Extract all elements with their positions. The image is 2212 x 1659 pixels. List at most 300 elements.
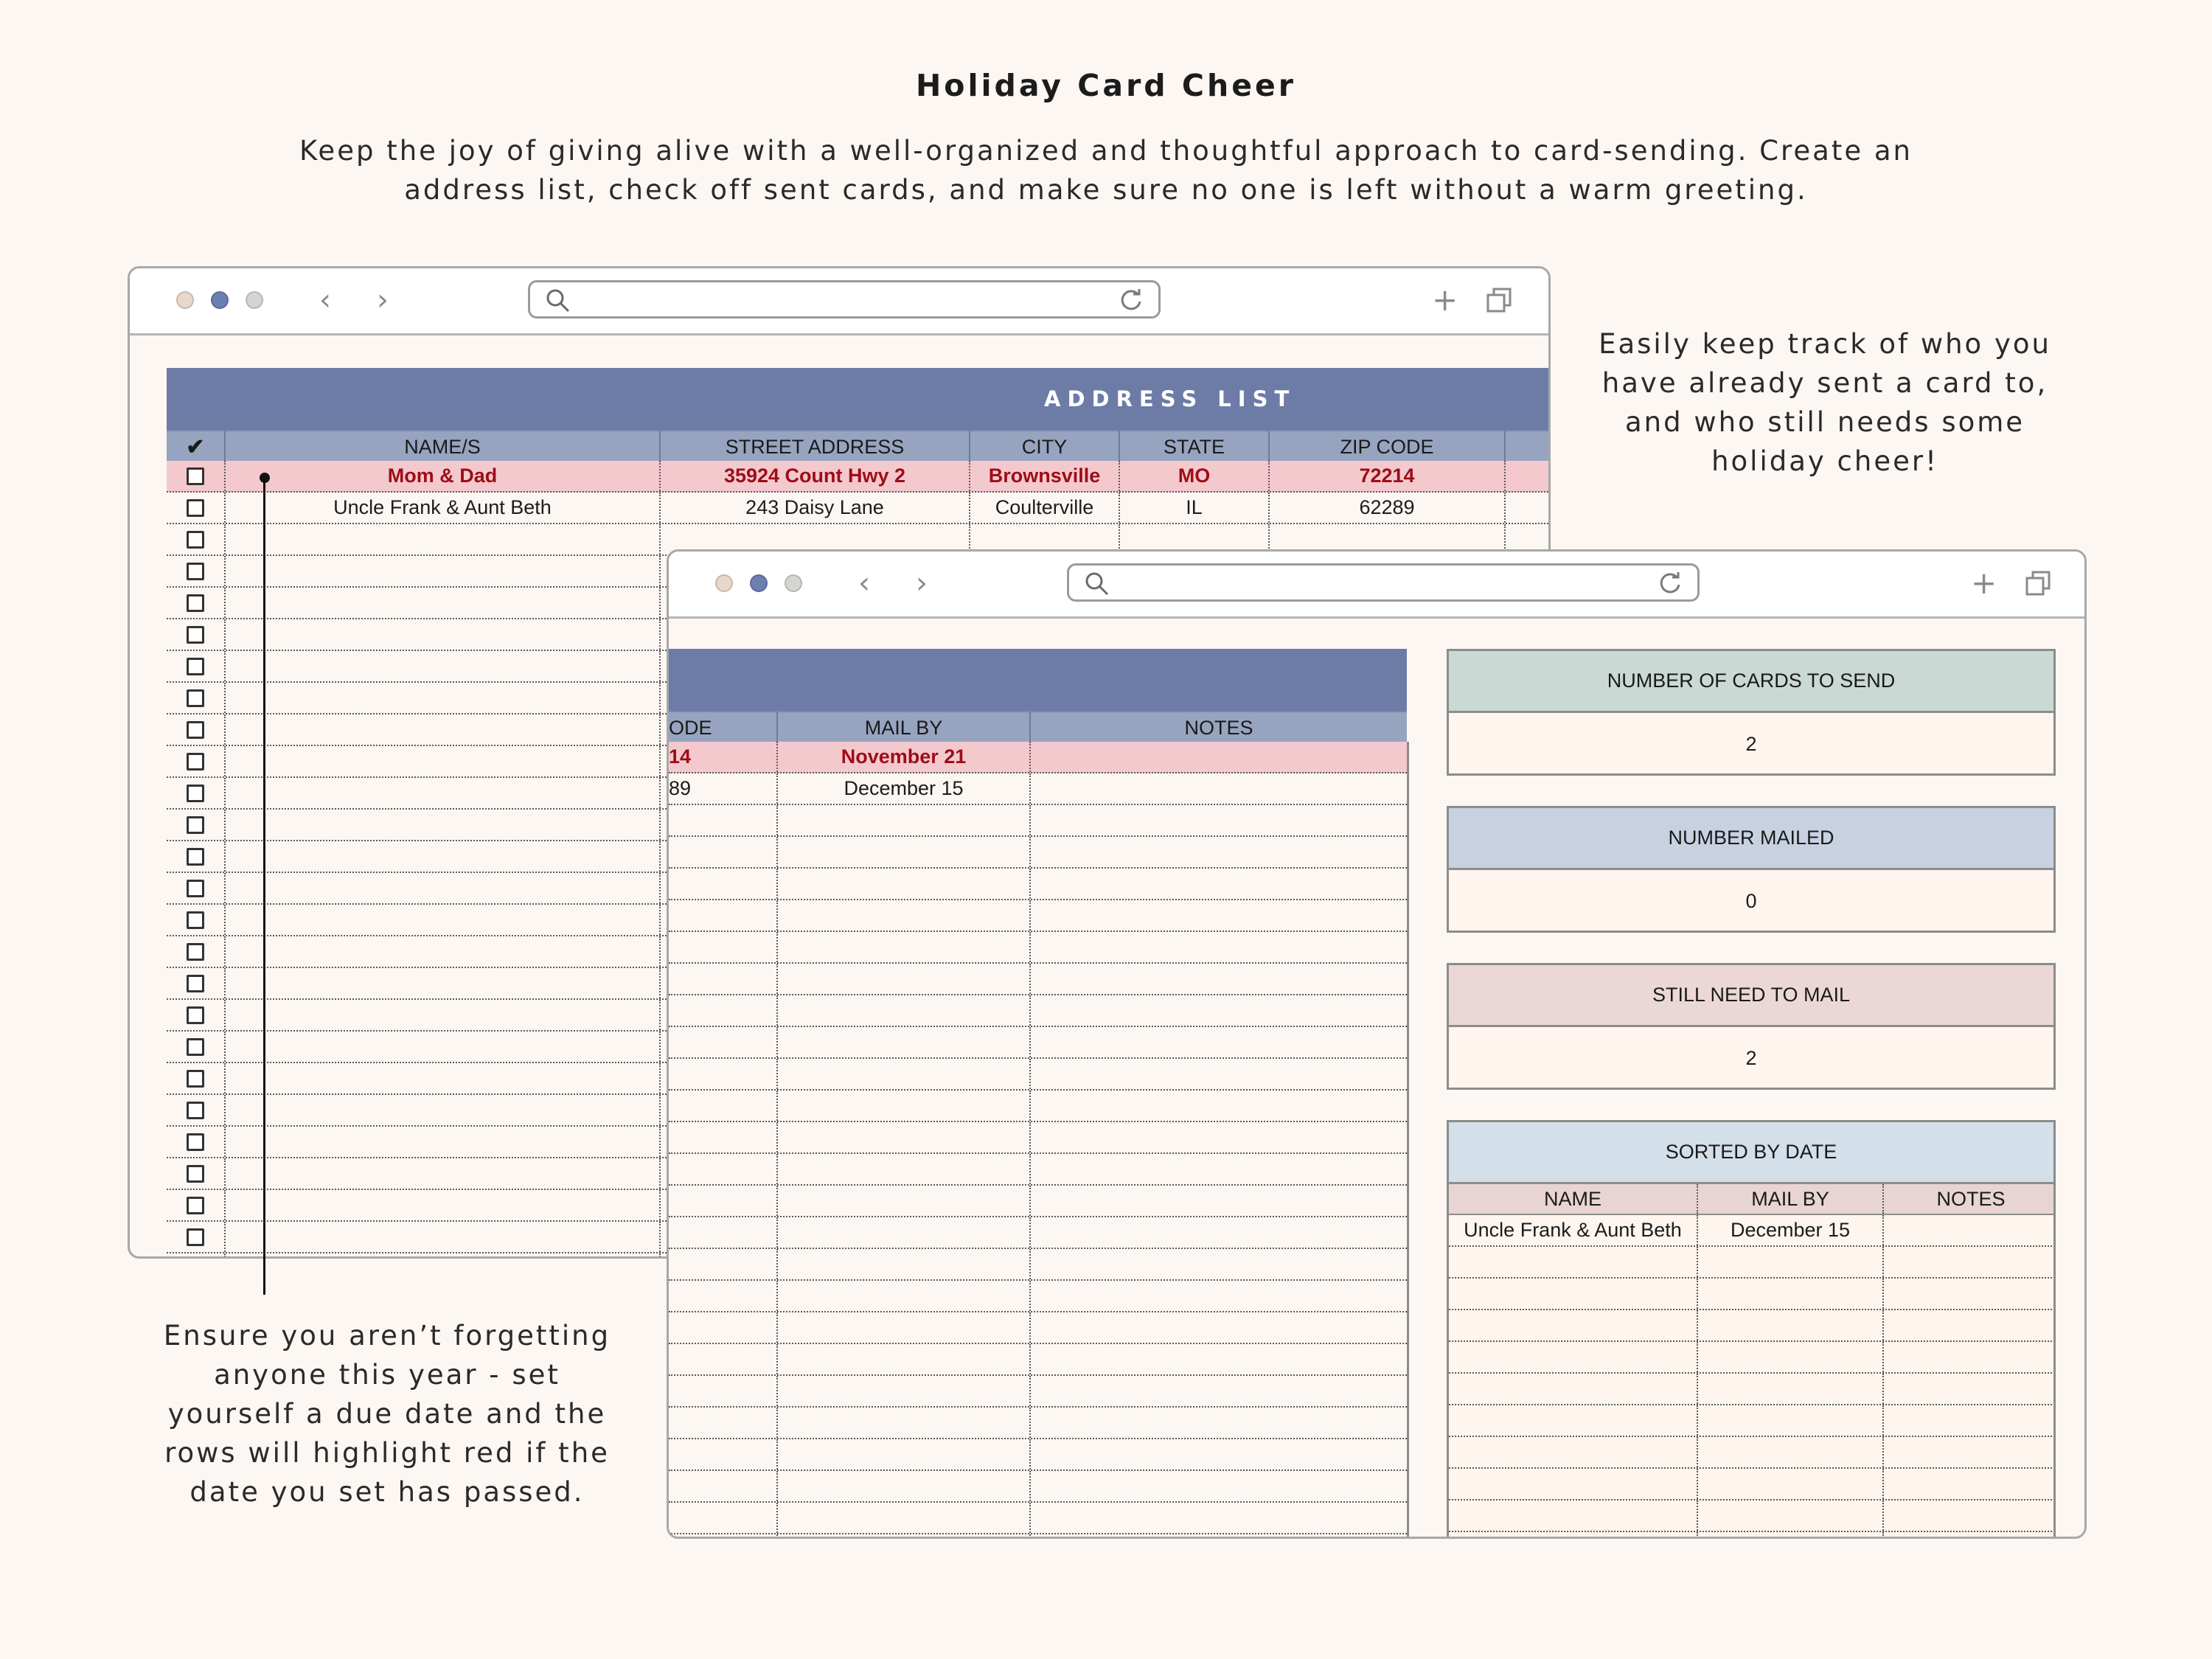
cards-to-send-panel: [1447, 649, 2056, 776]
empty-cell[interactable]: [778, 1344, 1031, 1374]
empty-cell[interactable]: [669, 1281, 778, 1311]
row-checkbox-cell: [167, 1127, 226, 1157]
empty-cell[interactable]: [1698, 1310, 1884, 1340]
row-checkbox[interactable]: [187, 816, 204, 834]
sorted-column-header-name: NAME: [1449, 1184, 1698, 1214]
column-header-zip-partial: ODE: [669, 712, 778, 743]
empty-cell[interactable]: [1031, 1217, 1407, 1248]
row-checkbox-cell: [167, 810, 226, 840]
empty-cell[interactable]: [669, 1091, 778, 1121]
empty-cell[interactable]: [226, 1032, 661, 1062]
sorted-by-date-title: SORTED BY DATE: [1449, 1122, 2053, 1184]
search-icon: [545, 288, 571, 314]
empty-cell[interactable]: [669, 869, 778, 899]
empty-cell[interactable]: [1031, 805, 1407, 835]
empty-cell[interactable]: [226, 1095, 661, 1125]
row-checkbox-cell: [167, 1253, 226, 1257]
cards-to-send-value: 2: [1745, 732, 1757, 755]
table-row: [669, 900, 1407, 932]
empty-cell[interactable]: [1031, 1408, 1407, 1438]
window-close-dot[interactable]: [715, 574, 733, 592]
row-checkbox-cell: [167, 461, 226, 491]
empty-cell[interactable]: [669, 1312, 778, 1343]
table-row: [1449, 1310, 2056, 1342]
empty-cell[interactable]: [226, 1158, 661, 1189]
row-checkbox[interactable]: [187, 1038, 204, 1056]
sorted-body: [1449, 1215, 2056, 1539]
empty-cell[interactable]: [1031, 1122, 1407, 1152]
street-cell[interactable]: 35924 Count Hwy 2: [661, 461, 970, 491]
empty-cell[interactable]: [226, 524, 661, 554]
row-checkbox-cell: [167, 968, 226, 998]
empty-cell[interactable]: [669, 900, 778, 931]
empty-cell[interactable]: [226, 651, 661, 681]
empty-cell[interactable]: [226, 1127, 661, 1157]
row-checkbox[interactable]: [187, 753, 204, 771]
empty-cell[interactable]: [778, 1471, 1031, 1501]
empty-cell[interactable]: [778, 1503, 1031, 1533]
forward-arrow-icon[interactable]: ›: [916, 566, 928, 600]
empty-cell[interactable]: [1698, 1469, 1884, 1499]
empty-cell[interactable]: [1031, 869, 1407, 899]
table-row: [669, 1249, 1407, 1281]
row-checkbox-cell: [167, 1222, 226, 1252]
empty-cell[interactable]: [778, 932, 1031, 962]
empty-cell[interactable]: [778, 869, 1031, 899]
mail-list-body: [669, 742, 1409, 1538]
url-bar[interactable]: [528, 280, 1161, 319]
empty-cell[interactable]: [1031, 1059, 1407, 1089]
page-subtitle: [295, 131, 1917, 209]
empty-cell[interactable]: [778, 1408, 1031, 1438]
search-icon: [1084, 571, 1110, 597]
row-checkbox[interactable]: [187, 785, 204, 802]
empty-cell[interactable]: [1449, 1532, 1698, 1539]
row-checkbox-cell: [167, 683, 226, 713]
row-checkbox-cell: [167, 841, 226, 872]
table-row: [669, 1503, 1407, 1534]
table-row: [669, 805, 1407, 837]
empty-cell[interactable]: [778, 1312, 1031, 1343]
sorted-header-row: [1449, 1184, 2056, 1215]
empty-cell[interactable]: [669, 1534, 778, 1538]
empty-cell[interactable]: [1031, 1154, 1407, 1184]
note-line: have already sent a card to,: [1601, 367, 2048, 399]
number-mailed-panel: [1447, 806, 2056, 933]
row-checkbox-cell: [167, 1095, 226, 1125]
row-checkbox[interactable]: [187, 658, 204, 675]
table-row: [669, 1186, 1407, 1217]
empty-cell[interactable]: [1698, 1374, 1884, 1404]
column-header-street: STREET ADDRESS: [661, 431, 970, 462]
empty-cell[interactable]: [778, 1281, 1031, 1311]
empty-cell[interactable]: [1449, 1342, 1698, 1372]
table-row: [669, 1091, 1407, 1122]
note-line: yourself a due date and the: [167, 1398, 607, 1430]
empty-cell[interactable]: [226, 714, 661, 745]
table-row: [1449, 1469, 2056, 1500]
empty-cell[interactable]: [669, 1122, 778, 1152]
empty-cell[interactable]: [1884, 1310, 2056, 1340]
window-close-dot[interactable]: [176, 291, 194, 309]
tabs-overview-icon[interactable]: [2024, 569, 2053, 599]
row-checkbox[interactable]: [187, 848, 204, 866]
empty-cell[interactable]: [1698, 1437, 1884, 1467]
empty-cell[interactable]: [1031, 1281, 1407, 1311]
empty-cell[interactable]: [1884, 1469, 2056, 1499]
row-checkbox-cell: [167, 588, 226, 618]
empty-cell[interactable]: [226, 588, 661, 618]
row-checkbox-cell: [167, 714, 226, 745]
table-row: [167, 461, 1548, 493]
sorted-column-header-mail-by: MAIL BY: [1698, 1184, 1884, 1214]
empty-cell[interactable]: [1698, 1342, 1884, 1372]
check-column-header: ✔: [167, 431, 226, 462]
column-header-city: CITY: [970, 431, 1120, 462]
table-row: [669, 1534, 1407, 1538]
empty-cell[interactable]: [778, 1122, 1031, 1152]
subtitle-line: Keep the joy of giving alive with a well-organized and thoughtful approach to card-sending. Create an: [299, 135, 1913, 167]
bottom-note: [144, 1316, 630, 1512]
row-checkbox-cell: [167, 1000, 226, 1030]
row-checkbox-cell: [167, 619, 226, 650]
table-row: [1449, 1215, 2056, 1247]
empty-cell[interactable]: [1031, 1439, 1407, 1470]
empty-cell[interactable]: [669, 932, 778, 962]
row-checkbox[interactable]: [187, 563, 204, 580]
table-row: [669, 995, 1407, 1027]
empty-cell[interactable]: [226, 873, 661, 903]
empty-cell[interactable]: [226, 936, 661, 967]
table-row: [669, 964, 1407, 995]
row-checkbox-cell: [167, 493, 226, 523]
note-line: anyone this year - set: [214, 1359, 560, 1391]
page-title: Holiday Card Cheer: [915, 68, 1297, 103]
table-row: [669, 1059, 1407, 1091]
column-header-mail-by: MAIL BY: [778, 712, 1031, 743]
empty-cell[interactable]: [669, 1408, 778, 1438]
mail-by-cell[interactable]: December 15: [778, 773, 1031, 804]
empty-cell[interactable]: [1884, 1374, 2056, 1404]
row-checkbox[interactable]: [187, 1228, 204, 1246]
window-minimize-dot[interactable]: [750, 574, 768, 592]
row-checkbox-cell: [167, 778, 226, 808]
empty-cell[interactable]: [226, 1253, 661, 1257]
empty-cell[interactable]: [1449, 1437, 1698, 1467]
row-checkbox-cell: [167, 936, 226, 967]
empty-cell[interactable]: [669, 1503, 778, 1533]
empty-cell[interactable]: [778, 805, 1031, 835]
still-need-to-mail-value: 2: [1745, 1046, 1757, 1069]
window-maximize-dot[interactable]: [785, 574, 802, 592]
empty-cell[interactable]: [1031, 1312, 1407, 1343]
note-line: rows will highlight red if the: [164, 1437, 610, 1469]
empty-cell[interactable]: [226, 968, 661, 998]
empty-cell[interactable]: [1031, 995, 1407, 1026]
empty-cell[interactable]: [226, 1190, 661, 1220]
city-cell[interactable]: Brownsville: [970, 461, 1120, 491]
table-row: [1449, 1437, 2056, 1469]
still-need-to-mail-panel: [1447, 963, 2056, 1090]
empty-cell[interactable]: [778, 964, 1031, 994]
empty-cell[interactable]: [1449, 1310, 1698, 1340]
empty-cell[interactable]: [1031, 1503, 1407, 1533]
empty-cell[interactable]: [226, 746, 661, 776]
table-row: [669, 742, 1407, 773]
table-row: [1449, 1247, 2056, 1279]
empty-cell[interactable]: [669, 1059, 778, 1089]
mail-list-header-row: [669, 711, 1407, 745]
empty-cell[interactable]: [778, 1186, 1031, 1216]
empty-cell[interactable]: [226, 778, 661, 808]
sorted-notes-cell[interactable]: [1884, 1215, 2056, 1245]
empty-cell[interactable]: [226, 841, 661, 872]
empty-cell[interactable]: [778, 1376, 1031, 1406]
empty-cell[interactable]: [778, 1217, 1031, 1248]
table-row: [1449, 1405, 2056, 1437]
url-bar[interactable]: [1067, 563, 1700, 602]
mail-list-banner: [669, 649, 1407, 711]
row-checkbox[interactable]: [187, 531, 204, 549]
table-row: [669, 1217, 1407, 1249]
empty-cell[interactable]: [1884, 1405, 2056, 1436]
address-list-title: ADDRESS LIST: [1044, 386, 1296, 411]
name-cell[interactable]: Mom & Dad: [226, 461, 661, 491]
row-checkbox-cell: [167, 1158, 226, 1189]
row-checkbox-cell: [167, 556, 226, 586]
note-line: Easily keep track of who you: [1599, 328, 2051, 360]
table-row: [669, 1027, 1407, 1059]
empty-cell[interactable]: [778, 1249, 1031, 1279]
empty-cell[interactable]: [778, 1091, 1031, 1121]
row-checkbox[interactable]: [187, 975, 204, 992]
empty-cell[interactable]: [1449, 1247, 1698, 1277]
table-row: [167, 493, 1548, 524]
table-row: [669, 1122, 1407, 1154]
empty-cell[interactable]: [226, 1222, 661, 1252]
reload-icon[interactable]: [1658, 571, 1683, 596]
right-note: [1585, 324, 2065, 481]
row-checkbox[interactable]: [187, 689, 204, 707]
empty-cell[interactable]: [669, 805, 778, 835]
row-checkbox[interactable]: [187, 1165, 204, 1183]
window-maximize-dot[interactable]: [246, 291, 263, 309]
table-row: [669, 1312, 1407, 1344]
empty-cell[interactable]: [1449, 1279, 1698, 1309]
table-row: [669, 1154, 1407, 1186]
empty-cell[interactable]: [1031, 1344, 1407, 1374]
row-checkbox-cell: [167, 873, 226, 903]
empty-cell[interactable]: [1449, 1500, 1698, 1531]
empty-cell[interactable]: [1884, 1532, 2056, 1539]
row-checkbox[interactable]: [187, 1197, 204, 1214]
number-mailed-value: 0: [1745, 889, 1757, 912]
empty-cell[interactable]: [226, 905, 661, 935]
table-row: [669, 1281, 1407, 1312]
row-checkbox[interactable]: [187, 626, 204, 644]
empty-cell[interactable]: [226, 810, 661, 840]
address-list-banner: [167, 368, 1548, 430]
empty-cell[interactable]: [778, 1059, 1031, 1089]
row-checkbox[interactable]: [187, 1133, 204, 1151]
empty-cell[interactable]: [1031, 1186, 1407, 1216]
empty-cell[interactable]: [1449, 1405, 1698, 1436]
row-checkbox[interactable]: [187, 1070, 204, 1088]
address-list-header-row: [167, 430, 1548, 464]
row-checkbox[interactable]: [187, 1006, 204, 1024]
table-row: [669, 1408, 1407, 1439]
table-row: [669, 1439, 1407, 1471]
sorted-column-header-notes: NOTES: [1936, 1187, 2006, 1210]
empty-cell[interactable]: [1884, 1437, 2056, 1467]
empty-cell[interactable]: [778, 1439, 1031, 1470]
sorted-mail-by-cell[interactable]: December 15: [1698, 1215, 1884, 1245]
empty-cell[interactable]: [669, 1186, 778, 1216]
window-minimize-dot[interactable]: [211, 291, 229, 309]
column-header-zip: ZIP CODE: [1270, 431, 1506, 462]
back-arrow-icon[interactable]: ‹: [319, 283, 331, 317]
empty-cell[interactable]: [778, 900, 1031, 931]
table-row: [669, 773, 1407, 805]
number-mailed-label: NUMBER MAILED: [1449, 808, 2053, 870]
empty-cell[interactable]: [1031, 900, 1407, 931]
forward-arrow-icon[interactable]: ›: [377, 283, 389, 317]
empty-cell[interactable]: [669, 1344, 778, 1374]
empty-cell[interactable]: [1449, 1469, 1698, 1499]
browser-toolbar: [130, 268, 1548, 335]
mail-by-cell[interactable]: November 21: [778, 742, 1031, 772]
row-checkbox[interactable]: [187, 943, 204, 961]
reload-icon[interactable]: [1119, 288, 1144, 313]
row-checkbox[interactable]: [187, 594, 204, 612]
empty-cell[interactable]: [1031, 1376, 1407, 1406]
row-checkbox-cell: [167, 651, 226, 681]
empty-cell[interactable]: [1031, 837, 1407, 867]
table-row: [1449, 1374, 2056, 1405]
empty-cell[interactable]: [778, 1154, 1031, 1184]
back-arrow-icon[interactable]: ‹: [858, 566, 870, 600]
notes-cell[interactable]: [1031, 742, 1407, 772]
row-checkbox[interactable]: [187, 499, 204, 517]
new-tab-plus-icon[interactable]: +: [1971, 565, 1997, 601]
cards-to-send-label: NUMBER OF CARDS TO SEND: [1449, 651, 2053, 713]
empty-cell[interactable]: [669, 1154, 778, 1184]
column-header-notes: NOTES: [1184, 716, 1253, 739]
table-row: [669, 1344, 1407, 1376]
empty-cell[interactable]: [226, 1063, 661, 1093]
table-row: [669, 1376, 1407, 1408]
state-cell[interactable]: MO: [1120, 461, 1270, 491]
empty-cell[interactable]: [1884, 1500, 2056, 1531]
note-line: holiday cheer!: [1711, 445, 1938, 477]
zip-cell[interactable]: 72214: [1270, 461, 1506, 491]
table-row: [669, 1471, 1407, 1503]
empty-cell[interactable]: [226, 683, 661, 713]
note-line: date you set has passed.: [189, 1476, 585, 1508]
table-row: [1449, 1500, 2056, 1532]
empty-cell[interactable]: [669, 1471, 778, 1501]
state-cell[interactable]: IL: [1120, 493, 1270, 523]
empty-cell[interactable]: [226, 556, 661, 586]
empty-cell[interactable]: [669, 837, 778, 867]
row-checkbox[interactable]: [187, 911, 204, 929]
note-line: and who still needs some: [1624, 406, 2025, 438]
street-cell[interactable]: 243 Daisy Lane: [661, 493, 970, 523]
empty-cell[interactable]: [778, 837, 1031, 867]
empty-cell[interactable]: [669, 1027, 778, 1057]
empty-cell[interactable]: [669, 1376, 778, 1406]
empty-cell[interactable]: [1698, 1500, 1884, 1531]
summary-window: [667, 549, 2087, 1539]
empty-cell[interactable]: [669, 1249, 778, 1279]
still-need-to-mail-label: STILL NEED TO MAIL: [1449, 965, 2053, 1027]
empty-cell[interactable]: [669, 964, 778, 994]
row-checkbox-cell: [167, 746, 226, 776]
table-row: [669, 932, 1407, 964]
table-row: [669, 869, 1407, 900]
extra-cell[interactable]: [1506, 493, 1548, 523]
zip-cell[interactable]: 62289: [1270, 493, 1506, 523]
empty-cell[interactable]: [1698, 1532, 1884, 1539]
row-checkbox[interactable]: [187, 880, 204, 897]
empty-cell[interactable]: [1031, 964, 1407, 994]
empty-cell[interactable]: [1031, 1091, 1407, 1121]
empty-cell[interactable]: [1031, 1534, 1407, 1538]
subtitle-line: address list, check off sent cards, and make sure no one is left without a warm greeting.: [404, 174, 1808, 206]
row-checkbox[interactable]: [187, 721, 204, 739]
empty-cell[interactable]: [226, 1000, 661, 1030]
row-checkbox-cell: [167, 1190, 226, 1220]
empty-cell[interactable]: [1698, 1279, 1884, 1309]
empty-cell[interactable]: [669, 1439, 778, 1470]
zip-partial-cell[interactable]: 89: [669, 773, 778, 804]
empty-cell[interactable]: [1031, 1471, 1407, 1501]
row-checkbox[interactable]: [187, 1102, 204, 1119]
empty-cell[interactable]: [1698, 1405, 1884, 1436]
zip-partial-cell[interactable]: 14: [669, 742, 778, 772]
note-line: Ensure you aren’t forgetting: [163, 1320, 611, 1352]
table-row: [669, 837, 1407, 869]
name-cell[interactable]: Uncle Frank & Aunt Beth: [226, 493, 661, 523]
empty-cell[interactable]: [226, 619, 661, 650]
empty-cell[interactable]: [778, 1534, 1031, 1538]
empty-cell[interactable]: [1031, 1249, 1407, 1279]
empty-cell[interactable]: [1031, 932, 1407, 962]
empty-cell[interactable]: [1031, 1027, 1407, 1057]
sorted-by-date-panel: [1447, 1120, 2056, 1539]
notes-cell[interactable]: [1031, 773, 1407, 804]
callout-line: [263, 478, 265, 1295]
sorted-name-cell[interactable]: Uncle Frank & Aunt Beth: [1449, 1215, 1698, 1245]
empty-cell[interactable]: [669, 1217, 778, 1248]
empty-cell[interactable]: [1884, 1279, 2056, 1309]
city-cell[interactable]: Coulterville: [970, 493, 1120, 523]
row-checkbox-cell: [167, 524, 226, 554]
empty-cell[interactable]: [1698, 1247, 1884, 1277]
empty-cell[interactable]: [1884, 1342, 2056, 1372]
empty-cell[interactable]: [1449, 1374, 1698, 1404]
tabs-overview-icon[interactable]: [1485, 286, 1514, 316]
row-checkbox[interactable]: [187, 467, 204, 485]
row-checkbox-cell: [167, 1032, 226, 1062]
extra-cell[interactable]: [1506, 461, 1548, 491]
empty-cell[interactable]: [1884, 1247, 2056, 1277]
new-tab-plus-icon[interactable]: +: [1432, 282, 1458, 318]
empty-cell[interactable]: [778, 1027, 1031, 1057]
empty-cell[interactable]: [778, 995, 1031, 1026]
row-checkbox-cell: [167, 905, 226, 935]
empty-cell[interactable]: [669, 995, 778, 1026]
